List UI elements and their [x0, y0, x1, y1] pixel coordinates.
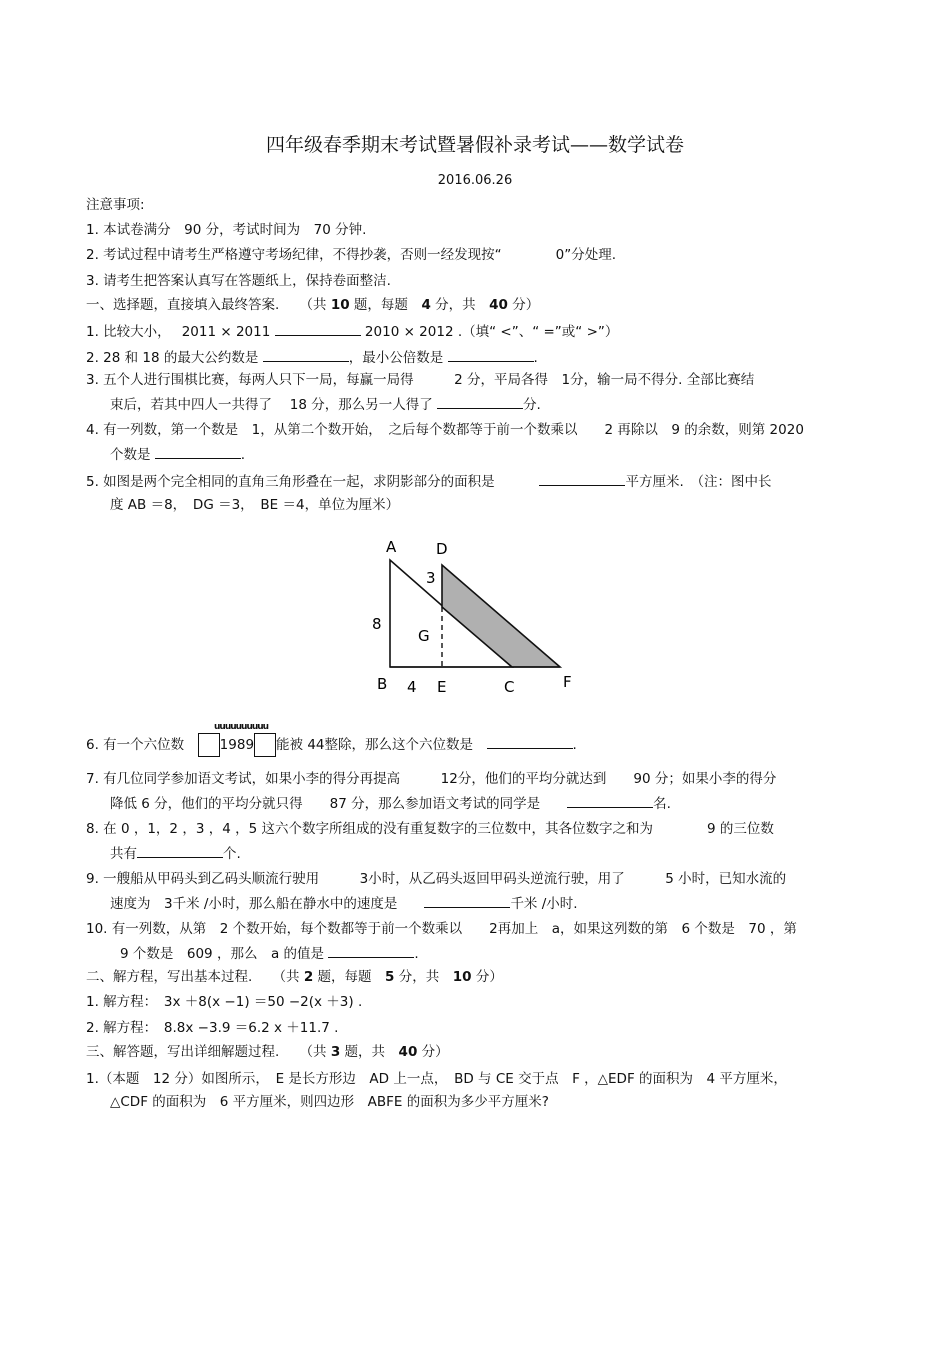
label-a: A	[386, 538, 397, 556]
label-b: B	[377, 675, 388, 693]
label-ab-length: 8	[372, 615, 382, 633]
triangle-figure	[360, 535, 590, 700]
label-be-length: 4	[407, 678, 417, 696]
question-2-1: 1. 解方程： 3x ＋8(x −1) ＝50 −2(x ＋3) .	[86, 994, 363, 1010]
section-3-header: 三、解答题，写出详细解题过程. （共 3 题，共 40 分）	[86, 1044, 449, 1060]
label-f: F	[563, 673, 572, 691]
digit-box	[254, 733, 276, 757]
label-g: G	[418, 627, 430, 645]
answer-blank	[448, 347, 534, 362]
section-2-header: 二、解方程，写出基本过程. （共 2 题，每题 5 分，共 10 分）	[86, 969, 503, 985]
label-c: C	[504, 678, 515, 696]
question-2-2: 2. 解方程： 8.8x −3.9 ＝6.2 x ＋11.7 .	[86, 1020, 339, 1036]
answer-blank	[328, 943, 414, 958]
section-1-header: 一、选择题，直接填入最终答案. （共 10 题，每题 4 分，共 40 分）	[86, 297, 540, 313]
answer-blank	[263, 347, 349, 362]
question-1-8: 8. 在 0 ，1，2 ，3 ，4 ，5 这六个数字所组成的没有重复数字的三位数中，其各位数字之和为 9 的三位数 共有 个.	[86, 821, 774, 862]
label-e: E	[437, 678, 447, 696]
answer-blank	[155, 444, 241, 459]
question-3-1: 1.（本题 12 分）如图所示， E 是长方形边 AD 上一点， BD 与 CE 交于点 F ，△EDF 的面积为 4 平方厘米， △CDF 的面积为 6 平方厘米，则四边形 ABFE 的面积为多少平方厘米?	[86, 1071, 787, 1110]
label-d: D	[436, 540, 448, 558]
question-1-7: 7. 有几位同学参加语文考试，如果小李的得分再提高 12分，他们的平均分就达到 90 分；如果小李的得分 降低 6 分，他们的平均分就只得 87 分，那么参加语文考试的同学是 名.	[86, 771, 777, 812]
answer-blank	[437, 394, 523, 409]
note-3: 3. 请考生把答案认真写在答题纸上，保持卷面整洁.	[86, 273, 391, 289]
answer-blank	[137, 843, 223, 858]
note-2: 2. 考试过程中请考生严格遵守考场纪律，不得抄袭，否则一经发现按“ 0”分处理.	[86, 247, 617, 263]
question-1-1: 1. 比较大小， 2011 × 2011 2010 × 2012 .（填“ <”、“ =”或“ >”）	[86, 321, 876, 341]
answer-blank	[275, 321, 361, 336]
question-1-5: 5. 如图是两个完全相同的直角三角形叠在一起，求阴影部分的面积是 平方厘米. （注：图中长 度 AB ＝8， DG ＝3， BE ＝4，单位为厘米）	[86, 471, 876, 514]
answer-blank	[539, 471, 625, 486]
question-1-6: 6. 有一个六位数 1989 能被 44整除，那么这个六位数是 .	[86, 733, 876, 757]
digit-box	[198, 733, 220, 757]
answer-blank	[424, 893, 510, 908]
question-1-2: 2. 28 和 18 的最大公约数是 ，最小公倍数是 .	[86, 347, 876, 367]
shaded-region	[442, 565, 560, 667]
overline-marks: uuuuuuuuuu	[214, 722, 269, 732]
exam-date: 2016.06.26	[437, 173, 513, 188]
exam-title: 四年级春季期末考试暨暑假补录考试——数学试卷	[265, 134, 684, 156]
answer-blank	[487, 734, 573, 749]
question-1-9: 9. 一艘船从甲码头到乙码头顺流行驶用 3小时，从乙码头返回甲码头逆流行驶，用了 5 小时，已知水流的 速度为 3千米 /小时，那么船在静水中的速度是 千米 /小时.	[86, 871, 787, 912]
question-1-3: 3. 五个人进行围棋比赛，每两人只下一局，每赢一局得 2 分，平局各得 1分，输一局不得分. 全部比赛结 束后，若其中四人一共得了 18 分，那么另一人得了 分.	[86, 372, 755, 413]
answer-blank	[567, 793, 653, 808]
notes-header: 注意事项:	[86, 197, 145, 213]
note-1: 1. 本试卷满分 90 分，考试时间为 70 分钟.	[86, 222, 367, 238]
label-dg-length: 3	[426, 569, 436, 587]
question-1-10: 10. 有一列数，从第 2 个数开始，每个数都等于前一个数乘以 2再加上 a，如果这列数的第 6 个数是 70 ，第 9 个数是 609 ，那么 a 的值是 .	[86, 921, 797, 962]
question-1-4: 4. 有一列数，第一个数是 1，从第二个数开始， 之后每个数都等于前一个数乘以 2 再除以 9 的余数，则第 2020 个数是 .	[86, 422, 804, 463]
